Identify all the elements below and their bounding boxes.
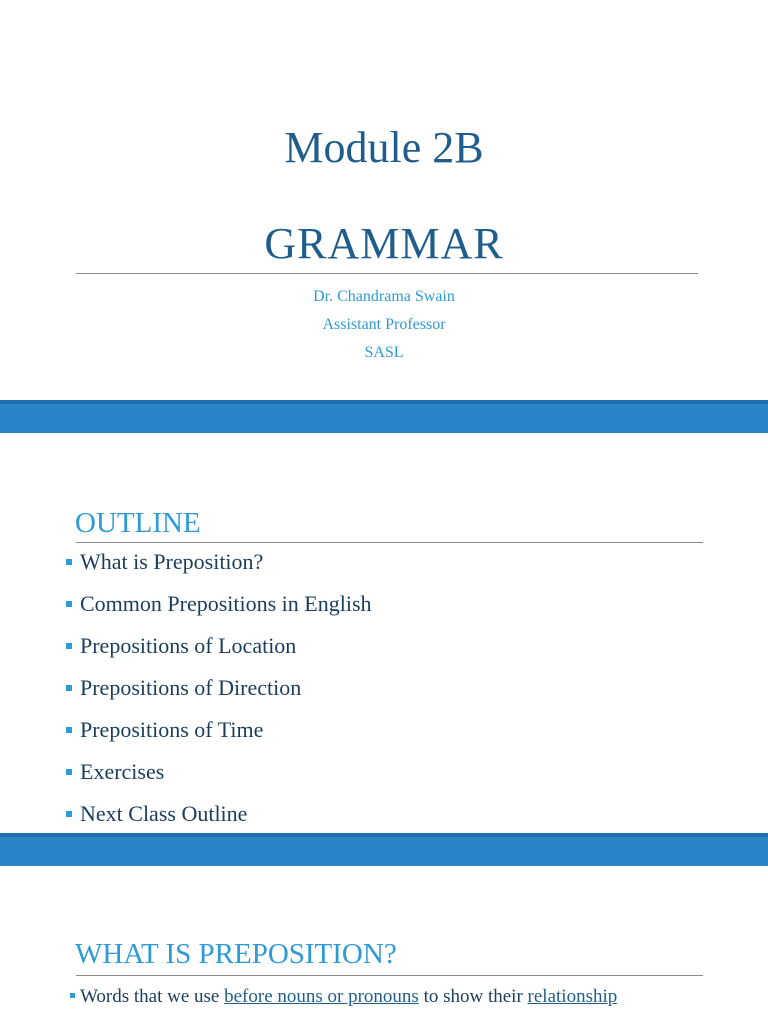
bullet-icon <box>66 559 72 565</box>
title-slide <box>0 0 768 400</box>
list-item: Prepositions of Direction <box>66 667 372 709</box>
definition-text: Words that we use before nouns or pronouns to show their relationship <box>70 986 617 1008</box>
bullet-icon <box>66 643 72 649</box>
outline-list <box>66 541 372 833</box>
author-name: Dr. Chandrama Swain <box>313 288 455 305</box>
list-item: Exercises <box>66 751 372 793</box>
heading-divider <box>76 975 703 976</box>
slide-subtitle: GRAMMAR <box>264 219 504 268</box>
underlined-phrase: relationship <box>527 986 618 1007</box>
list-item: What is Preposition? <box>66 541 372 583</box>
bullet-icon <box>70 993 75 998</box>
preposition-slide <box>0 866 768 1024</box>
bullet-icon <box>66 727 72 733</box>
outline-slide <box>0 433 768 833</box>
bullet-icon <box>66 769 72 775</box>
outline-heading: OUTLINE <box>75 507 201 539</box>
list-item: Common Prepositions in English <box>66 583 372 625</box>
slide-title: Module 2B <box>284 123 484 172</box>
author-position: Assistant Professor <box>322 316 446 333</box>
underlined-phrase: before nouns or pronouns <box>224 986 419 1007</box>
bullet-icon <box>66 811 72 817</box>
preposition-heading: WHAT IS PREPOSITION? <box>75 938 397 970</box>
list-item: Prepositions of Time <box>66 709 372 751</box>
author-institution: SASL <box>364 344 404 361</box>
slide-separator <box>0 833 768 866</box>
slide-separator <box>0 400 768 433</box>
list-item: Prepositions of Location <box>66 625 372 667</box>
bullet-icon <box>66 685 72 691</box>
author-block <box>0 283 768 367</box>
title-divider <box>76 273 698 274</box>
list-item: Next Class Outline <box>66 793 372 833</box>
bullet-icon <box>66 601 72 607</box>
